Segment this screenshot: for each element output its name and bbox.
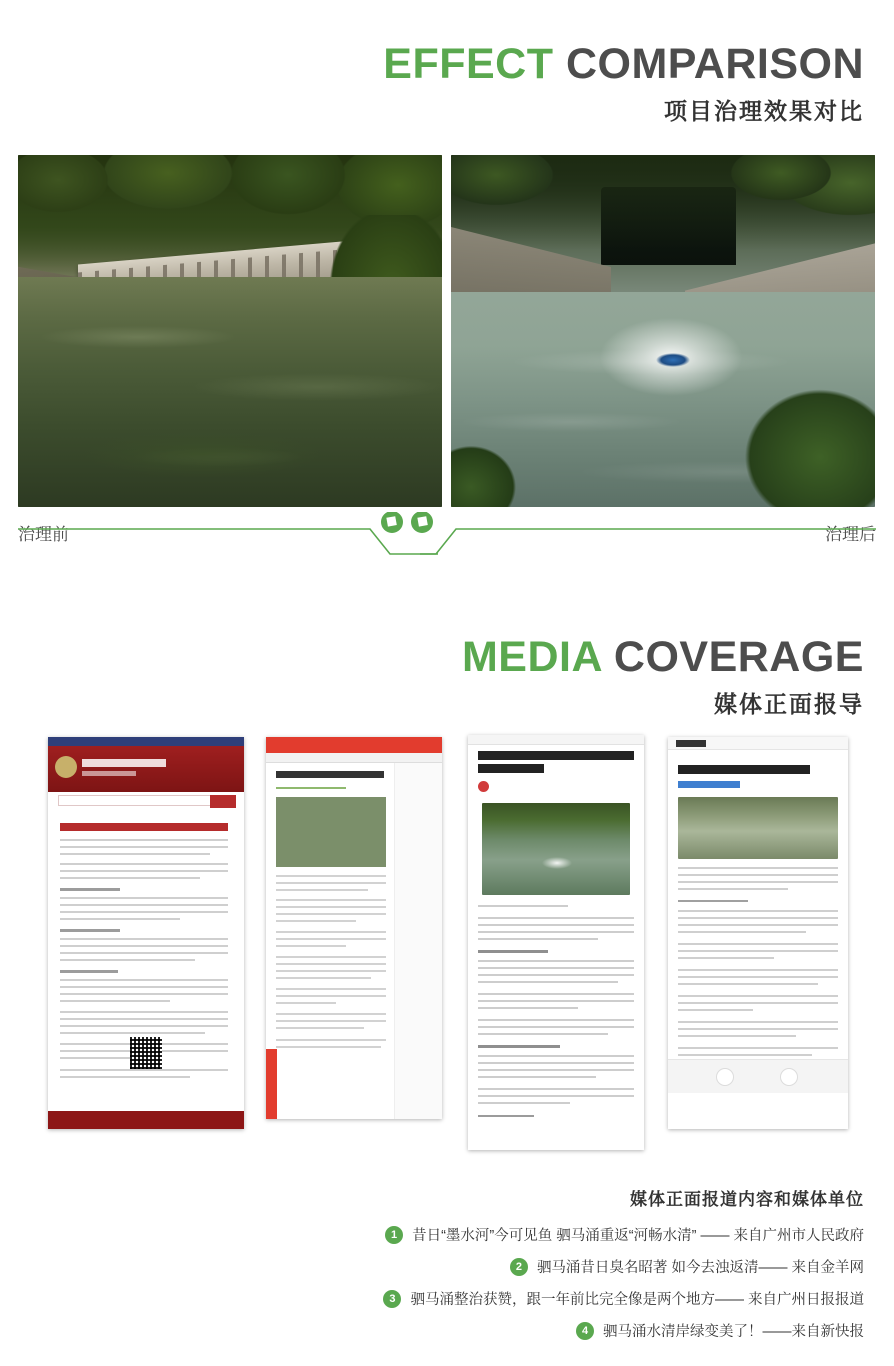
effect-title-cn: 项目治理效果对比 [664,98,864,125]
clip1-text-lines [60,839,228,1129]
clip1-headline [60,823,228,831]
clip4-zaker-logo [676,740,706,747]
media-list-title: 媒体正面报道内容和媒体单位 [630,1190,864,1209]
clip2-accent-bar [266,1049,277,1119]
clip4-action-bar [668,1059,848,1093]
clip4-like-icon [716,1068,734,1086]
clip4-comment-icon [780,1068,798,1086]
media-coverage-header [0,635,894,719]
caption-before: 治理前 [18,525,69,544]
list-item-label: 驷马涌水清岸绿变美了！——来自新快报 [603,1324,864,1340]
media-clip-gzdaily [468,735,644,1150]
clip4-source-tag [678,781,740,788]
list-item-number: 2 [510,1258,528,1276]
clip1-emblem-icon [55,756,77,778]
after-trees [451,155,875,250]
effect-title-en-dark: COMPARISON [565,40,864,88]
media-title-en [0,635,864,680]
clip1-body [48,815,244,1111]
after-bush-right [725,357,875,507]
photo-after [451,155,875,507]
list-item [0,1256,864,1277]
list-item [0,1320,864,1341]
caption-after: 治理后 [825,525,876,544]
clip3-headline-line2 [478,764,544,773]
list-item-label: 驷马涌整治获赞，跟一年前比完全像是两个地方—— 来自广州日报报道 [410,1292,864,1308]
clip2-text-lines [276,787,386,1087]
clip1-search-button [210,795,236,808]
media-screenshots [48,735,848,1150]
clip2-sidebar [394,763,442,1119]
media-list [0,1185,894,1352]
clip3-author-avatar [478,781,489,792]
clip4-headline [678,765,810,774]
clip1-topbar [48,737,244,746]
clip2-headline [276,771,384,778]
clip1-site-subtitle [82,771,136,776]
clip3-text-lines [478,905,634,1140]
clip1-qr-code [130,1037,162,1069]
clip4-article-photo [678,797,838,859]
effect-comparison-header [0,42,894,126]
clip3-topbar [468,735,644,745]
effect-title-en-green: EFFECT [383,40,566,88]
clip1-site-title [82,759,166,767]
clip2-topbar [266,737,442,753]
list-item [0,1224,864,1245]
media-title-en-dark: COVERAGE [613,633,864,681]
connector-graphic [18,512,876,570]
clip4-text-lines [678,867,838,1082]
photo-before [18,155,442,507]
after-fountain-unit [656,353,690,367]
comparison-photos [18,155,876,507]
list-item-label: 昔日“墨水河”今可见鱼 驷马涌重返“河畅水清” —— 来自广州市人民政府 [412,1228,864,1244]
media-clip-government [48,737,244,1129]
clip3-headline-line1 [478,751,634,760]
caption-row [18,512,876,572]
after-bush-left [451,417,541,507]
clip3-article-photo [482,803,630,895]
clip1-footer [48,1111,244,1129]
list-item [0,1288,864,1309]
media-clip-ycwb [266,737,442,1119]
effect-title-en [0,42,864,87]
list-item-number: 4 [576,1322,594,1340]
media-clip-zaker [668,737,848,1129]
clip1-search-input [58,795,234,806]
clip1-hero [48,746,244,792]
before-water-scum [38,419,368,489]
list-item-label: 驷马涌昔日臭名昭著 如今去浊返清—— 来自金羊网 [536,1260,864,1276]
list-item-number: 3 [383,1290,401,1308]
clip2-navbar [266,753,442,763]
media-title-en-green: MEDIA [461,633,614,681]
list-item-number: 1 [385,1226,403,1244]
media-title-cn: 媒体正面报导 [714,691,864,718]
